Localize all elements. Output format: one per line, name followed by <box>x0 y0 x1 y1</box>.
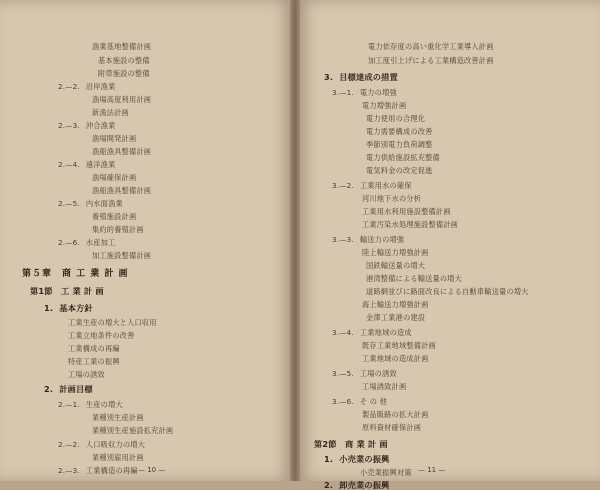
book-gutter <box>290 0 300 481</box>
toc-line <box>58 82 115 91</box>
toc-line <box>68 318 157 327</box>
toc-line <box>362 300 429 309</box>
section-title: 製品販路の拡大計画 <box>362 410 429 419</box>
toc-line <box>92 186 151 195</box>
left-page <box>0 0 294 481</box>
section-title: 工業用水利用施設整備計画 <box>362 207 451 216</box>
section-title: 工場の誘致 <box>359 369 397 378</box>
toc-line <box>368 56 494 65</box>
section-title: 漁業基地整備計画 <box>92 42 152 51</box>
section-title: 電気料金の改定促進 <box>366 166 433 175</box>
page-number: — 10 — <box>138 466 166 474</box>
section-number: 3.—6. <box>332 397 354 406</box>
section-title: 漁船漁具整備計画 <box>92 147 152 156</box>
toc-line <box>360 468 412 477</box>
toc-line <box>332 181 412 190</box>
section-number: 3.—4. <box>332 328 354 337</box>
section-number: 2. <box>44 384 54 394</box>
toc-line <box>366 274 462 283</box>
toc-line <box>44 304 93 313</box>
toc-line <box>366 153 440 162</box>
section-number: 2.—6. <box>58 238 80 247</box>
section-title: 金澤工業港の建設 <box>366 313 426 322</box>
section-title: 工場誘致計画 <box>362 382 407 391</box>
toc-line <box>92 251 151 260</box>
page-number: — 11 — <box>418 466 446 474</box>
section-title: 河川地下水の分析 <box>362 194 422 203</box>
section-title: 港湾整備による輸送量の増大 <box>366 274 463 283</box>
section-title: 内水面漁業 <box>85 199 123 208</box>
toc-line <box>58 466 138 475</box>
section-title: 既存工業地域整備計画 <box>362 341 436 350</box>
section-title: 原料資材確保計画 <box>362 423 422 432</box>
toc-line <box>92 413 144 422</box>
section-title: 新漁法計画 <box>92 108 129 117</box>
toc-line <box>92 42 151 51</box>
toc-line <box>44 385 93 394</box>
section-title: 工場の誘致 <box>68 370 105 379</box>
section-title: 業種別雇用計画 <box>92 453 144 462</box>
toc-line <box>362 354 429 363</box>
section-title: 漁場開発計画 <box>92 134 137 143</box>
toc-line <box>362 101 406 110</box>
toc-line <box>92 173 136 182</box>
section-number: 2.—4. <box>58 160 80 169</box>
toc-line <box>92 453 144 462</box>
toc-line <box>98 69 150 78</box>
right-page <box>296 0 600 490</box>
section-title: 工業生産の増大と人口収用 <box>68 318 157 327</box>
section-title: 輸送力の増強 <box>359 235 405 244</box>
toc-line <box>366 287 529 296</box>
toc-line <box>92 108 129 117</box>
section-title: 遠洋漁業 <box>85 160 116 169</box>
toc-line <box>332 328 412 337</box>
section-title: 加工度引上げによる工業構造改善計画 <box>368 56 494 65</box>
toc-line <box>92 134 136 143</box>
section-title: 生産の増大 <box>85 400 123 409</box>
section-title: 工業汚染水処理施設整備計画 <box>362 220 459 229</box>
toc-line <box>92 212 136 221</box>
section-title: 陸上輸送力増強計画 <box>362 248 429 257</box>
section-number: 1. <box>324 454 334 464</box>
toc-line <box>362 207 451 216</box>
toc-line <box>68 370 105 379</box>
section-title: 目標達成の措置 <box>339 72 398 82</box>
toc-line <box>362 423 421 432</box>
toc-line <box>92 426 173 435</box>
section-title: 漁場確保計画 <box>92 173 137 182</box>
toc-line <box>366 166 433 175</box>
section-title: 沖合漁業 <box>85 121 116 130</box>
section-title: 人口吸収力の増大 <box>85 440 146 449</box>
toc-line <box>366 114 425 123</box>
toc-line <box>332 369 397 378</box>
section-title: 基本方針 <box>59 303 93 313</box>
toc-line <box>324 73 398 82</box>
toc-line <box>366 313 425 322</box>
toc-line <box>58 199 123 208</box>
section-title: 電力供給施設拡充整備 <box>366 153 440 162</box>
section-title: 計画目標 <box>59 384 93 394</box>
section-title: 第５章 商 工 業 計 画 <box>22 269 129 279</box>
toc-line <box>68 357 120 366</box>
section-title: 道路網並びに路面改良による自動車輸送量の増大 <box>366 287 529 296</box>
section-title: 集約的養殖計画 <box>92 225 144 234</box>
section-title: 電力使用の合理化 <box>366 114 426 123</box>
section-title: 水産加工 <box>85 238 116 247</box>
toc-line <box>92 147 151 156</box>
section-title: そ の 他 <box>359 397 388 406</box>
section-title: 電力依存度の高い重化学工業導入計画 <box>368 42 494 51</box>
toc-line <box>362 220 458 229</box>
toc-line <box>92 95 151 104</box>
toc-line <box>366 127 433 136</box>
section-number: 2.—3. <box>58 466 80 475</box>
toc-line <box>362 382 406 391</box>
section-title: 工業地域の造成計画 <box>362 354 429 363</box>
section-number: 3.—1. <box>332 88 354 97</box>
section-number: 1. <box>44 303 54 313</box>
section-title: 小売業の振興 <box>339 454 390 464</box>
section-title: 業種別生産計画 <box>92 413 144 422</box>
section-title: 季節別電力負荷調整 <box>366 140 433 149</box>
toc-line <box>98 56 150 65</box>
toc-line <box>362 248 429 257</box>
section-number: 2. <box>324 480 334 490</box>
section-title: 工業用水の確保 <box>359 181 412 190</box>
toc-line <box>332 88 397 97</box>
toc-line <box>92 225 144 234</box>
section-number: 3. <box>324 72 334 82</box>
section-number: 3.—5. <box>332 369 354 378</box>
toc-line <box>22 270 129 279</box>
toc-line <box>314 440 388 449</box>
section-number: 3.—2. <box>332 181 354 190</box>
section-title: 工業地域の造成 <box>359 328 412 337</box>
section-title: 電力増強計画 <box>362 101 407 110</box>
toc-line <box>368 42 494 51</box>
section-title: 海上輸送力増強計画 <box>362 300 429 309</box>
section-number: 2.—5. <box>58 199 80 208</box>
section-title: 養殖施設計画 <box>92 212 137 221</box>
toc-line <box>362 410 429 419</box>
section-title: 漁船漁具整備計画 <box>92 186 152 195</box>
section-title: 沿岸漁業 <box>85 82 116 91</box>
section-title: 第1節 工 業 計 画 <box>30 286 104 296</box>
section-number: 2.—3. <box>58 121 80 130</box>
toc-line <box>332 397 387 406</box>
section-number: 2.—2. <box>58 440 80 449</box>
section-title: 卸売業の振興 <box>339 480 390 490</box>
section-title: 小売業振興対策 <box>360 468 412 477</box>
section-title: 国鉄輸送量の増大 <box>366 261 426 270</box>
toc-line <box>324 455 390 464</box>
section-title: 工業構造の再編 <box>85 466 138 475</box>
toc-line <box>332 235 404 244</box>
section-title: 漁場高度利用計画 <box>92 95 152 104</box>
toc-line <box>58 121 115 130</box>
toc-line <box>68 331 135 340</box>
section-number: 3.—3. <box>332 235 354 244</box>
section-title: 工業構成の再編 <box>68 344 120 353</box>
section-title: 加工施設整備計画 <box>92 251 152 260</box>
section-title: 業種別生産施設拡充計画 <box>92 426 174 435</box>
section-title: 電力需要構成の改善 <box>366 127 433 136</box>
toc-line <box>362 194 421 203</box>
section-title: 基本施設の整備 <box>98 56 150 65</box>
section-title: 工業立地条件の改善 <box>68 331 135 340</box>
section-number: 2.—1. <box>58 400 80 409</box>
toc-line <box>58 160 115 169</box>
toc-line <box>362 341 436 350</box>
section-number: 2.—2. <box>58 82 80 91</box>
section-title: 附帯施設の整備 <box>98 69 150 78</box>
section-title: 第2節 商 業 計 画 <box>314 439 388 449</box>
toc-line <box>58 440 145 449</box>
section-title: 電力の増強 <box>359 88 397 97</box>
toc-line <box>30 287 104 296</box>
toc-line <box>366 140 433 149</box>
toc-line <box>324 481 390 490</box>
toc-line <box>68 344 120 353</box>
toc-line <box>58 400 123 409</box>
section-title: 特産工業の振興 <box>68 357 120 366</box>
toc-line <box>58 238 115 247</box>
toc-line <box>366 261 425 270</box>
